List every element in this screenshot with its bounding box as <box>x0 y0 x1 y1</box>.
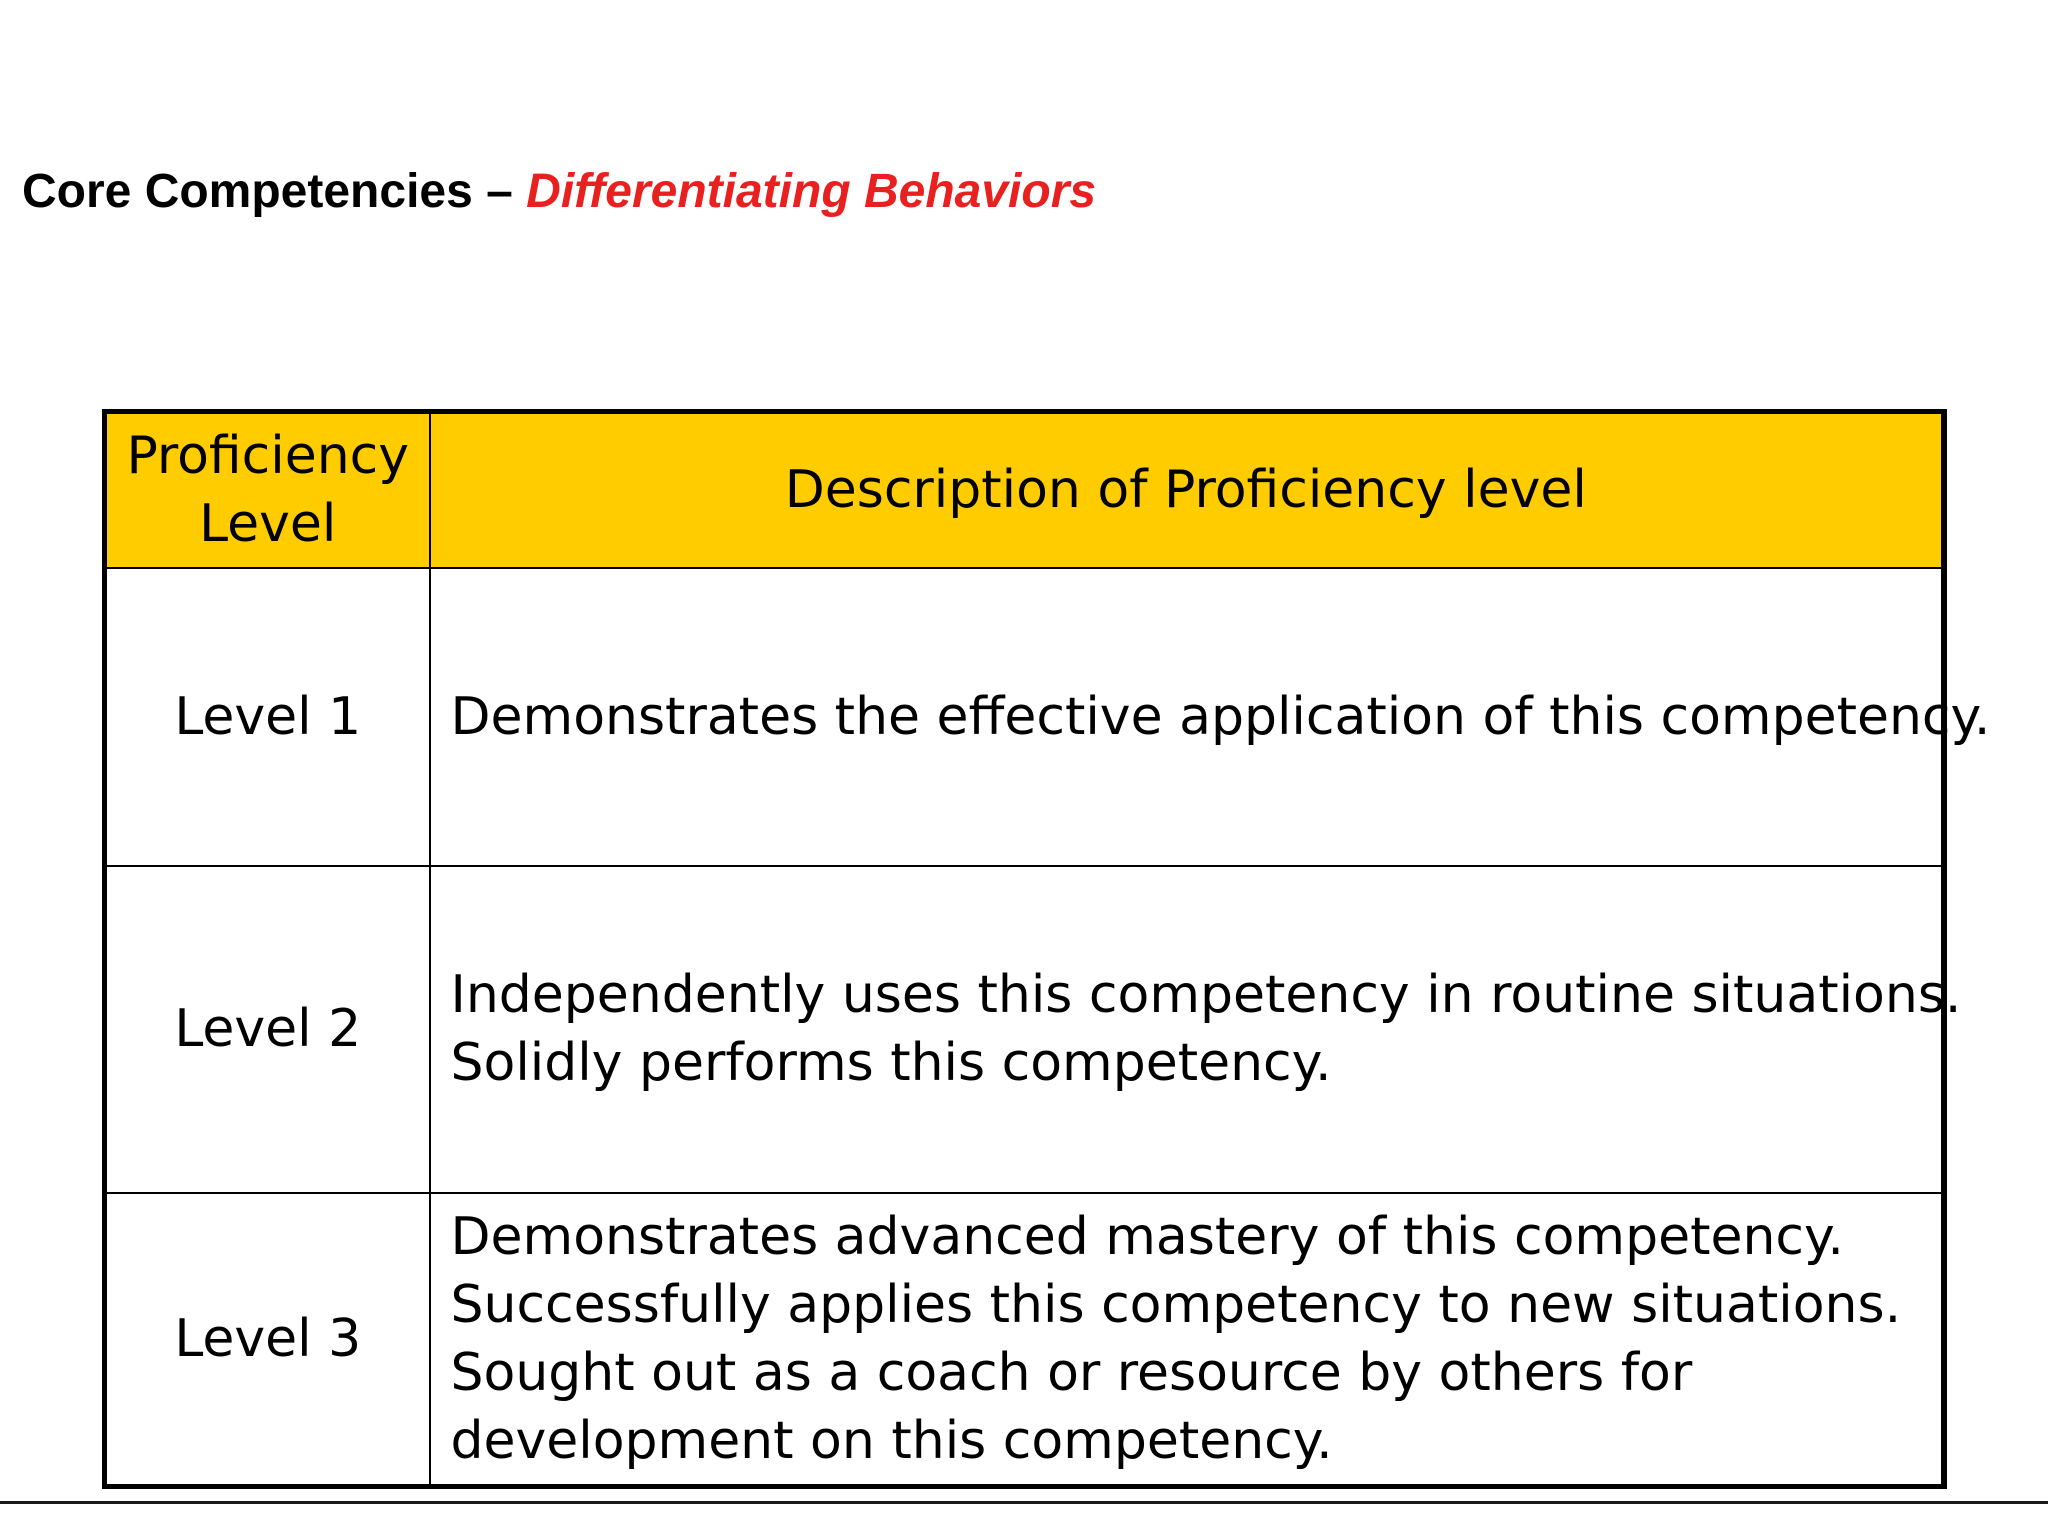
description-cell <box>430 568 1991 866</box>
proficiency-table <box>102 409 1991 1489</box>
slide-title <box>22 165 1097 218</box>
description-line: Solidly performs this competency. <box>450 1033 1332 1093</box>
table-row <box>105 568 1945 866</box>
bottom-divider <box>0 1501 2048 1504</box>
level-cell: Level 3 <box>105 1193 430 1487</box>
title-prefix: Core Competencies – <box>22 165 513 218</box>
header-proficiency-level <box>105 412 430 568</box>
level-cell: Level 1 <box>105 568 430 866</box>
description-line: Demonstrates advanced mastery of this competency. <box>450 1206 1844 1267</box>
header-level-line-2: Level <box>199 494 337 555</box>
description-line: Successfully applies this competency to new situations. <box>450 1274 1902 1335</box>
description-line: development on this competency. <box>450 1410 1333 1471</box>
table-row <box>105 1193 1945 1487</box>
header-level-line-1: Proficiency <box>126 426 410 487</box>
table-header-row <box>105 412 1945 568</box>
title-emphasis: Differentiating Behaviors <box>526 165 1097 218</box>
description-cell <box>430 1193 1945 1487</box>
level-cell: Level 2 <box>105 866 430 1193</box>
description-line: Sought out as a coach or resource by others for <box>450 1342 1693 1403</box>
description-cell <box>430 866 1962 1193</box>
description-line: Demonstrates the effective application of this competency. <box>450 686 1991 747</box>
header-description: Description of Proficiency level <box>430 412 1945 568</box>
description-line: Independently uses this competency in routine situations. <box>450 965 1962 1025</box>
table-row <box>105 866 1945 1193</box>
